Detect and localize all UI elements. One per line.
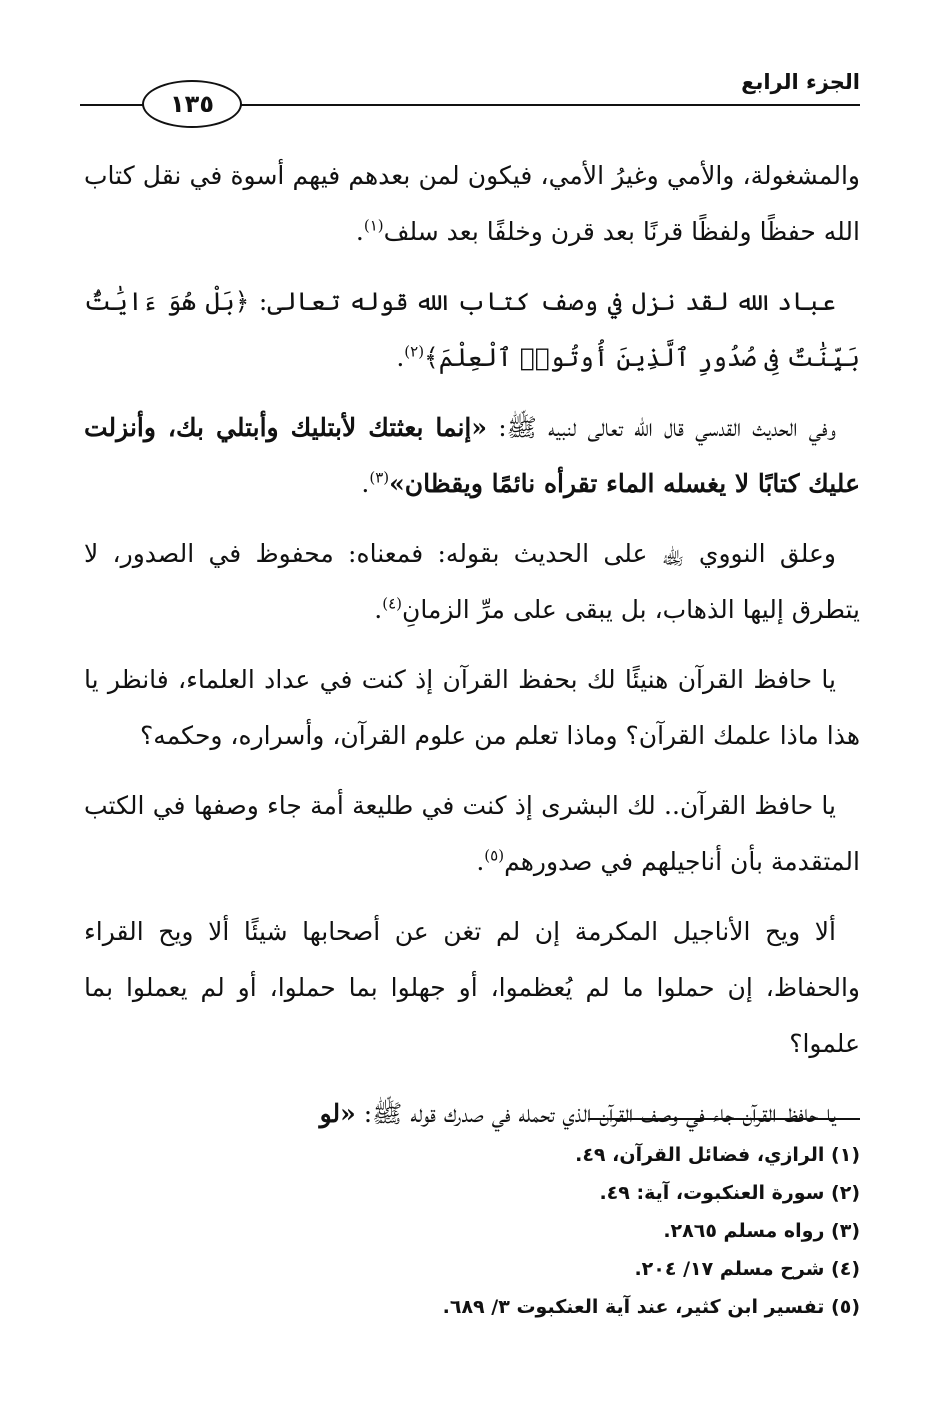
paragraph	[84, 904, 860, 1072]
footnote-ref: (٢)	[404, 342, 425, 361]
paragraph	[84, 1086, 860, 1142]
footnote-ref: (١)	[363, 216, 384, 235]
chapter-title: الجزء الرابع	[741, 70, 860, 94]
footnote-ref: (٤)	[382, 594, 403, 613]
paragraph-text: ألا ويح الأناجيل المكرمة إن لم تغن عن أصحابها شيئًا ألا ويح القراء والحفاظ، إن حملوا ما لم يُعظموا، أو جهلوا بما حملوا، أو لم يعملوا بما علموا؟	[84, 917, 860, 1058]
paragraph-text: يا حافظ القرآن هنيئًا لك بحفظ القرآن إذ كنت في عداد العلماء، فانظر يا هذا ماذا علمك القرآن؟ وماذا تعلم من علوم القرآن، وأسراره، وحكمه؟	[84, 665, 860, 750]
paragraph-text: عباد الله لقد نزل في وصف كتاب الله قوله تعالى:	[249, 287, 836, 316]
paragraph	[84, 400, 860, 512]
paragraph-text: .	[476, 847, 485, 876]
quran-verse: ﴿بَلْ هُوَ ءَايَٰتٌۢ بَيِّنَٰتٌ فِى صُدُورِ ٱلَّذِينَ أُوتُوا۟ ٱلْعِلْمَ﴾	[84, 287, 860, 372]
footnote-ref: (٣)	[369, 468, 390, 487]
footnote-item: (٥) تفسير ابن كثير، عند آية العنكبوت ٣/ ٦٨٩.	[442, 1296, 860, 1318]
main-text	[84, 148, 860, 1156]
paragraph-text: يا حافظ القرآن.. لك البشرى إذ كنت في طليعة أمة جاء وصفها في الكتب المتقدمة بأن أناجيلهم في صدورهم	[84, 791, 860, 876]
paragraph-text: .	[374, 595, 383, 624]
paragraph	[84, 274, 860, 386]
hadith-quote: «إنما بعثتك لأبتليك وأبتلي بك، وأنزلت عليك كتابًا لا يغسله الماء تقرأه نائمًا ويقظان»	[84, 413, 860, 498]
paragraph	[84, 148, 860, 260]
footnote-item: (٣) رواه مسلم ٢٨٦٥.	[663, 1220, 860, 1242]
footnotes	[160, 1136, 860, 1326]
paragraph	[84, 778, 860, 890]
footnote-item: (٢) سورة العنكبوت، آية: ٤٩.	[599, 1182, 860, 1204]
paragraph-text: .	[396, 343, 405, 372]
paragraph-text: والمشغولة، والأمي وغيرُ الأمي، فيكون لمن بعدهم فيهم أسوة في نقل كتاب الله حفظًا ولفظًا قرنًا بعد قرن وخلفًا بعد سلف	[84, 161, 860, 246]
paragraph-text: .	[355, 217, 364, 246]
footnote-item: (١) الرازي، فضائل القرآن، ٤٩.	[575, 1144, 860, 1166]
paragraph	[84, 526, 860, 638]
hadith-quote: «لو	[319, 1099, 356, 1128]
page-header	[80, 62, 860, 122]
footnote-ref: (٥)	[484, 846, 505, 865]
paragraph-text: وفي الحديث القدسي قال الله تعالى لنبيه ﷺ:	[487, 413, 836, 442]
paragraph-text: .	[361, 469, 370, 498]
paragraph-text: يا حافظ القرآن جاء في وصف القرآن الذي تحمله في صدرك قوله ﷺ:	[355, 1099, 836, 1128]
page-number: ١٣٥	[142, 80, 242, 128]
paragraph-text: وعلق النووي ﵀ على الحديث بقوله: فمعناه: محفوظ في الصدور، لا يتطرق إليها الذهاب، بل يبقى على مرِّ الزمانِ	[84, 539, 860, 624]
footnote-separator	[588, 1118, 860, 1120]
paragraph	[84, 652, 860, 764]
footnote-item: (٤) شرح مسلم ١٧/ ٢٠٤.	[634, 1258, 860, 1280]
